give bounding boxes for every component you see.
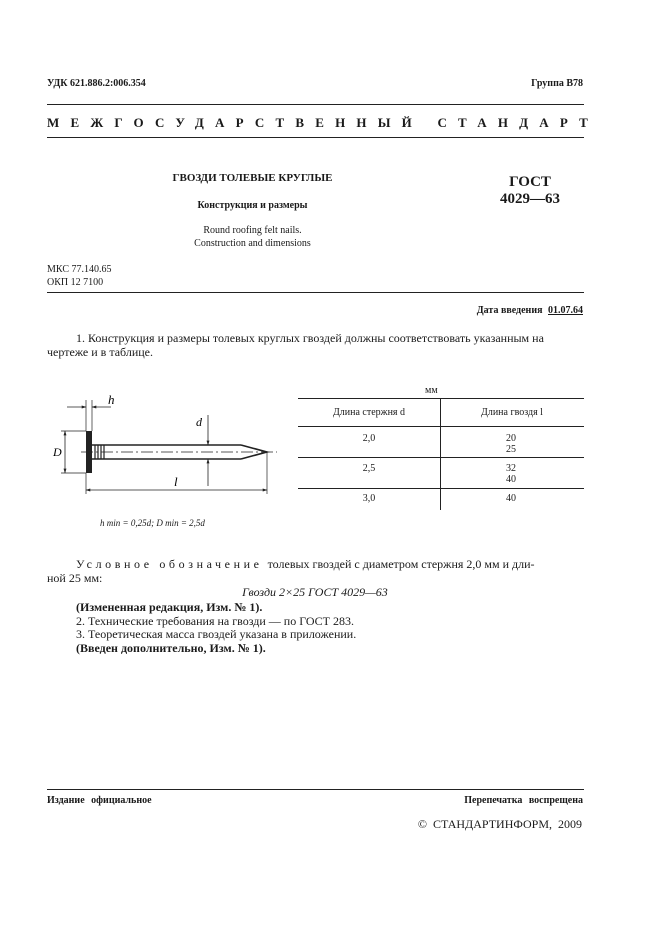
footer-rule bbox=[47, 789, 584, 790]
designation-example: Гвозди 2×25 ГОСТ 4029—63 bbox=[242, 585, 388, 599]
note-item-2: 2. Технические требования на гвозди — по ГОСТ 283. bbox=[76, 614, 354, 628]
label-l: l bbox=[174, 474, 178, 489]
note-changed: (Измененная редакция, Изм. № 1). bbox=[76, 600, 263, 614]
mks-code: МКС 77.140.65 bbox=[47, 264, 112, 275]
reprint-label: Перепечатка воспрещена bbox=[464, 795, 583, 806]
designation-rest: толевых гвоздей с диаметром стержня 2,0 мм и дли- bbox=[267, 557, 535, 571]
nail-drawing bbox=[45, 390, 285, 525]
copyright: © СТАНДАРТИНФОРМ, 2009 bbox=[417, 817, 582, 831]
banner: МЕЖГОСУДАРСТВЕННЫЙ СТАНДАРТ bbox=[47, 115, 600, 130]
group-code: Группа В78 bbox=[531, 78, 583, 89]
table-cell-l: 25 bbox=[506, 444, 516, 455]
header-rule-top bbox=[47, 104, 584, 105]
paragraph-1-line-1: 1. Конструкция и размеры толевых круглых гвоздей должны соответствовать указанным на bbox=[76, 331, 544, 345]
doc-subtitle: Конструкция и размеры bbox=[197, 200, 308, 211]
designation-line-2: ной 25 мм: bbox=[47, 571, 103, 585]
label-D: D bbox=[53, 445, 62, 459]
intro-date-label: Дата введения bbox=[476, 305, 543, 316]
gost-label: ГОСТ bbox=[509, 174, 551, 190]
designation-line-1 bbox=[76, 557, 586, 572]
table-rule-header bbox=[298, 426, 584, 427]
drawing-caption: h min = 0,25d; D min = 2,5d bbox=[100, 518, 205, 528]
table-header-l: Длина гвоздя l bbox=[481, 407, 543, 418]
intro-date-value: 01.07.64 bbox=[548, 305, 583, 316]
gost-number: 4029—63 bbox=[500, 191, 560, 207]
table-cell-d: 3,0 bbox=[362, 493, 376, 504]
table-header-d: Длина стержня d bbox=[332, 407, 406, 418]
table-cell-l: 20 bbox=[506, 433, 516, 444]
label-d: d bbox=[196, 415, 202, 429]
table-cell-d: 2,5 bbox=[362, 463, 376, 474]
table-rule-row2 bbox=[298, 488, 584, 489]
table-cell-l: 40 bbox=[506, 474, 516, 485]
table-rule-row1 bbox=[298, 457, 584, 458]
label-h: h bbox=[108, 392, 115, 407]
edition-label: Издание официальное bbox=[47, 795, 152, 806]
doc-title-en-1: Round roofing felt nails. bbox=[203, 225, 302, 236]
codes-rule bbox=[47, 292, 584, 293]
doc-title-en-2: Construction and dimensions bbox=[194, 238, 311, 249]
table-cell-l: 32 bbox=[506, 463, 516, 474]
table-cell-l: 40 bbox=[506, 493, 516, 504]
udc-code: УДК 621.886.2:006.354 bbox=[47, 78, 146, 89]
table-cell-d: 2,0 bbox=[362, 433, 376, 444]
note-added: (Введен дополнительно, Изм. № 1). bbox=[76, 641, 266, 655]
table-units: мм bbox=[425, 385, 438, 396]
designation-spaced: Условное обозначение bbox=[76, 557, 263, 571]
okp-code: ОКП 12 7100 bbox=[47, 277, 104, 288]
paragraph-1-line-2: чертеже и в таблице. bbox=[47, 345, 154, 359]
note-item-3: 3. Теоретическая масса гвоздей указана в приложении. bbox=[76, 627, 357, 641]
table-rule-top bbox=[298, 398, 584, 399]
doc-title: ГВОЗДИ ТОЛЕВЫЕ КРУГЛЫЕ bbox=[172, 172, 333, 184]
header-rule-bottom bbox=[47, 137, 584, 138]
intro-date bbox=[477, 305, 583, 316]
